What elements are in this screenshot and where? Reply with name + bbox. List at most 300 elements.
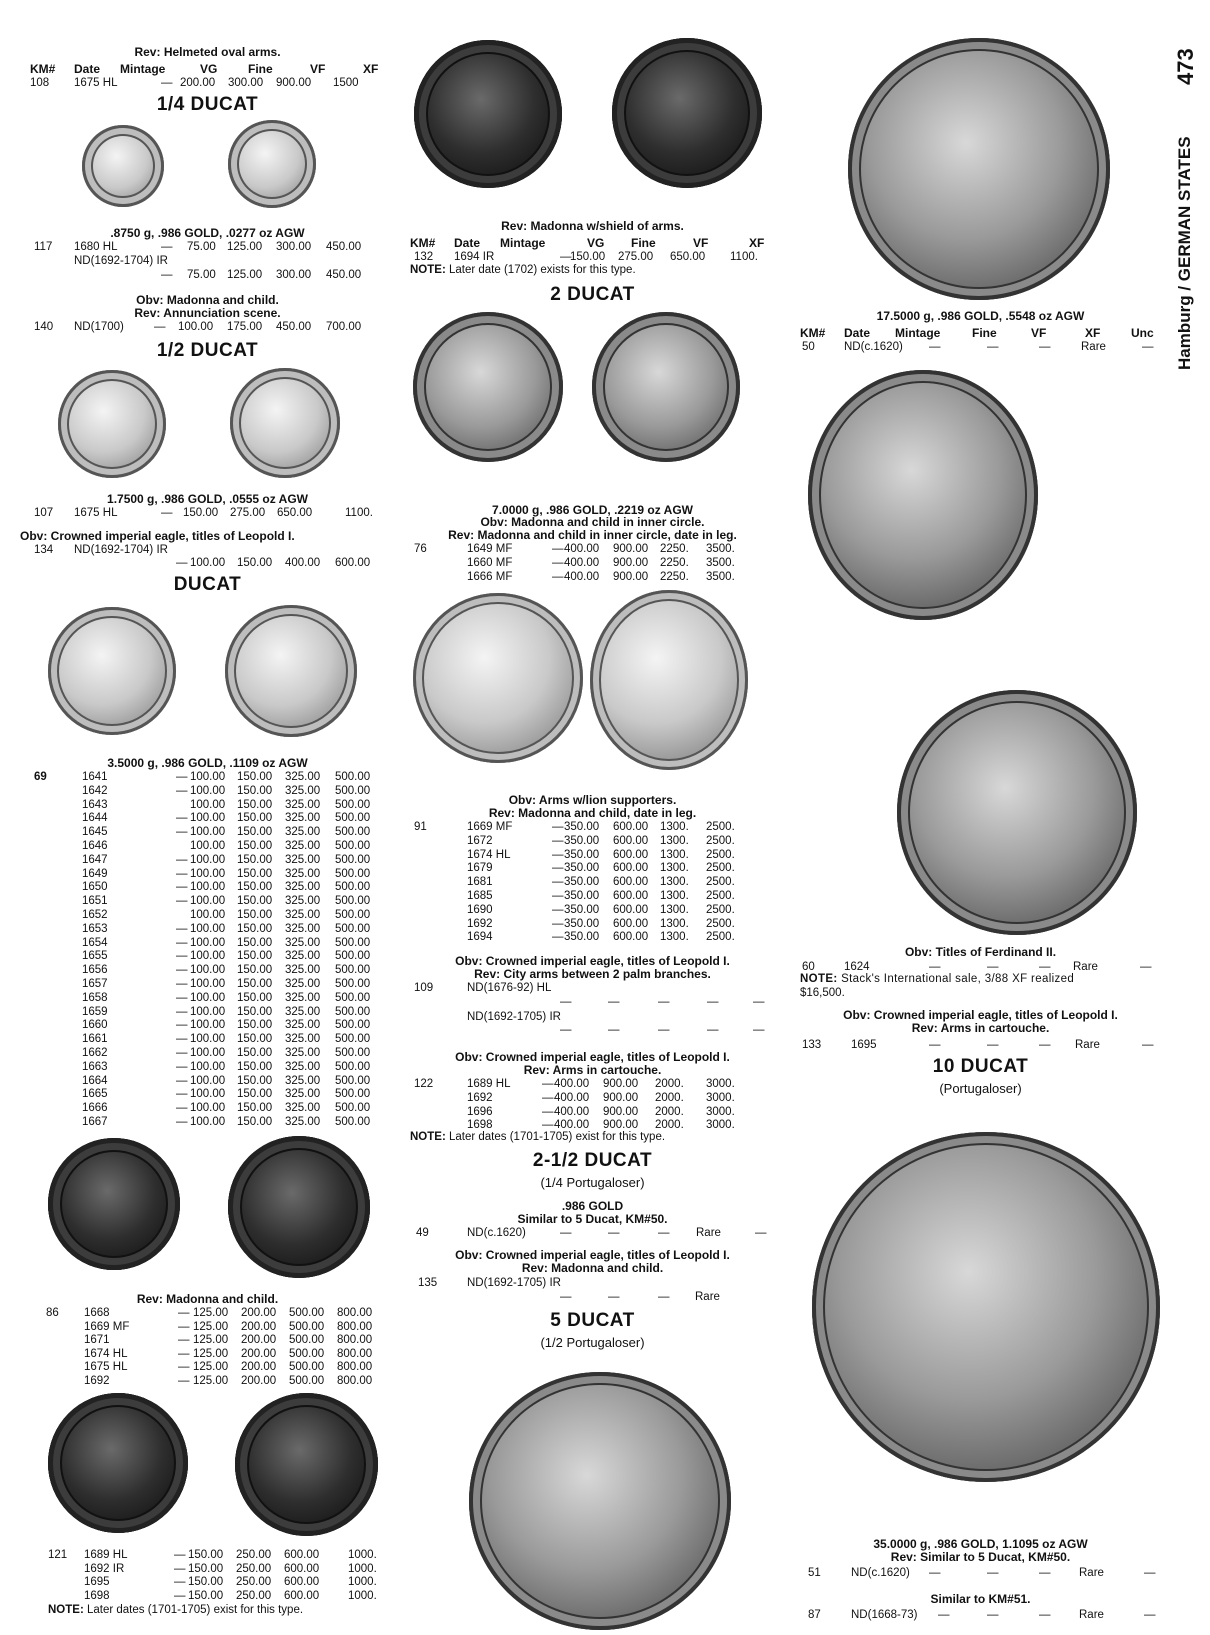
cell-mintage: — [178,1334,190,1347]
cell-vg: 400.00 [564,543,600,555]
cell-vf: 325.00 [285,771,321,783]
cell-date: 1689 HL [84,1549,128,1561]
coin-km117-reverse [228,120,316,208]
cell-xf: 2500. [706,876,735,889]
cell-mintage: — [178,1307,190,1319]
cell-date: 1649 [82,867,108,880]
cell-vg: 100.00 [190,1005,226,1018]
cell-date: 1674 HL [467,848,511,861]
cell-vf: 1300. [660,821,689,833]
cell-vf: 600.00 [284,1589,320,1602]
km49-row: 49 ND(c.1620) — — — Rare — [416,1227,767,1239]
coin-km86-reverse [228,1136,370,1278]
cell-vf: 500.00 [289,1361,325,1374]
cell-mintage: — [176,922,188,935]
table-row [30,949,390,963]
km109-row-1-values: — — — — — [560,996,765,1008]
cell-date: 1654 [82,936,108,949]
cell-date: 1666 MF [467,570,513,583]
cell-vg: 400.00 [554,1091,590,1104]
cell-date: 1692 [467,1091,493,1104]
cell-date: 1690 [467,903,493,916]
page-number: 473 [1173,48,1198,85]
cell-vf: 325.00 [285,1005,321,1018]
cell-xf: 500.00 [335,1033,371,1046]
coin-km69-obverse [48,607,176,735]
cell-date: 1698 [84,1589,110,1602]
km117-row-2: — 75.00 125.00 300.00 450.00 [161,269,362,281]
cell-fine: 150.00 [237,1088,273,1101]
cell-vg: 100.00 [190,1074,226,1087]
cell-vg: 125.00 [193,1375,229,1387]
cell-xf: 1000. [348,1549,377,1561]
cell-mintage: — [176,771,188,783]
table-row [30,1589,390,1603]
cell-mintage: — [174,1589,186,1602]
cell-vf: 1300. [660,848,689,861]
cell-vf: 325.00 [285,784,321,797]
cell-xf: 800.00 [337,1307,373,1319]
km122-number: 122 [414,1078,434,1090]
cell-date: 1666 [82,1102,108,1115]
km117-spec: .8750 g, .986 GOLD, .0277 oz AGW [110,226,305,240]
cell-vf: 2000. [655,1105,684,1118]
km107-row: 107 1675 HL — 150.00 275.00 650.00 1100. [34,507,373,519]
table-row [30,1060,390,1074]
cell-mintage: — [174,1576,186,1588]
cell-mintage: — [176,964,188,977]
table-row [30,1115,390,1129]
cell-vg: 100.00 [190,1019,226,1032]
cell-vg: 400.00 [564,570,600,583]
cell-fine: 150.00 [237,826,273,839]
cell-vf: 325.00 [285,1019,321,1032]
table-row [30,1562,390,1576]
cell-fine: 600.00 [613,903,649,916]
cell-mintage: — [552,543,564,555]
km51-row: 51 ND(c.1620) — — — Rare — [808,1567,1156,1579]
col3-column-headers: KM# Date Mintage Fine VF XF Unc [800,326,1154,340]
km135-obverse-desc: Obv: Crowned imperial eagle, titles of Leopold I. [455,1248,730,1262]
cell-date: 1647 [82,853,108,866]
cell-vg: 350.00 [564,834,600,847]
cell-date: 1685 [467,890,493,902]
cell-mintage: — [178,1320,190,1333]
coin-km91-reverse [590,590,748,770]
table-row [410,861,775,875]
coin-km121-obverse [48,1393,188,1533]
cell-mintage: — [178,1375,190,1387]
cell-xf: 1000. [348,1589,377,1602]
km69-number: 69 [34,771,47,783]
cell-vg: 100.00 [190,909,226,921]
cell-vf: 600.00 [284,1562,320,1575]
cell-date: 1661 [82,1033,108,1046]
km76-number: 76 [414,543,427,555]
cell-xf: 3000. [706,1105,735,1118]
cell-xf: 500.00 [335,1088,371,1101]
table-row [30,1575,390,1589]
km133-row: 133 1695 — — — Rare — [802,1039,1154,1051]
km122-obverse-desc: Obv: Crowned imperial eagle, titles of Leopold I. [455,1050,730,1064]
cell-vg: 400.00 [554,1078,590,1090]
cell-mintage: — [176,991,188,1004]
cell-mintage: — [174,1549,186,1561]
cell-vg: 350.00 [564,931,600,944]
cell-date: 1656 [82,964,108,977]
km49-similar: Similar to 5 Ducat, KM#50. [517,1212,668,1226]
cell-date: 1672 [467,834,493,847]
cell-vg: 100.00 [190,1047,226,1059]
km132-column-headers: KM# Date Mintage VG Fine VF XF [410,236,765,250]
cell-vf: 325.00 [285,881,321,894]
cell-xf: 500.00 [335,784,371,797]
cell-mintage: — [176,826,188,839]
cell-fine: 200.00 [241,1361,277,1374]
cell-vf: 1300. [660,917,689,930]
km140-reverse-desc: Rev: Annunciation scene. [134,306,281,320]
km132-reverse-desc: Rev: Madonna w/shield of arms. [501,219,684,233]
cell-xf: 2500. [706,917,735,930]
table-row [410,875,775,889]
km76-spec: 7.0000 g, .986 GOLD, .2219 oz AGW [492,503,693,517]
cell-vg: 400.00 [554,1105,590,1118]
cell-xf: 2500. [706,890,735,902]
cell-vg: 100.00 [190,895,226,908]
cell-vg: 100.00 [190,936,226,949]
cell-fine: 250.00 [236,1562,272,1575]
km51-spec: 35.0000 g, .986 GOLD, 1.1095 oz AGW [873,1537,1088,1551]
cell-vf: 325.00 [285,867,321,880]
cell-date: 1650 [82,881,108,894]
table-row [410,889,775,903]
cell-vg: 100.00 [190,867,226,880]
km69-spec: 3.5000 g, .986 GOLD, .1109 oz AGW [107,756,308,770]
cell-vf: 325.00 [285,991,321,1004]
cell-date: 1660 MF [467,556,513,569]
cell-fine: 150.00 [237,978,273,990]
km60-row: 60 1624 — — — Rare — [802,961,1152,973]
cell-fine: 600.00 [613,876,649,889]
cell-vg: 150.00 [188,1589,224,1602]
cell-vf: 325.00 [285,840,321,852]
cell-vf: 325.00 [285,936,321,949]
ten-ducat-subtitle: (Portugaloser) [939,1081,1022,1096]
cell-vg: 350.00 [564,821,600,833]
cell-xf: 800.00 [337,1375,373,1387]
cell-mintage: — [552,821,564,833]
cell-fine: 150.00 [237,881,273,894]
cell-mintage: — [176,881,188,894]
five-ducat-heading: 5 DUCAT [550,1310,635,1331]
cell-date: 1643 [82,798,108,811]
km117-row-1: 117 1680 HL — 75.00 125.00 300.00 450.00 [34,241,362,253]
cell-xf: 500.00 [335,950,371,963]
table-row [30,867,390,881]
cell-date: 1651 [82,895,108,908]
cell-fine: 200.00 [241,1334,277,1347]
cell-mintage: — [176,1116,188,1128]
cell-vf: 500.00 [289,1375,325,1387]
cell-fine: 200.00 [241,1347,277,1360]
cell-vf: 2000. [655,1119,684,1132]
cell-xf: 2500. [706,862,735,875]
cell-xf: 500.00 [335,1102,371,1115]
cell-date: 1644 [82,812,108,825]
table-row [30,825,390,839]
table-row [410,820,775,834]
cell-xf: 500.00 [335,853,371,866]
coin-km107-obverse [58,370,166,478]
cell-vf: 325.00 [285,1102,321,1115]
coin-km60 [808,370,1038,620]
cell-mintage: — [552,917,564,930]
cell-vf: 325.00 [285,1116,321,1128]
km60-obverse-desc: Obv: Titles of Ferdinand II. [904,945,1057,959]
cell-fine: 200.00 [241,1375,277,1387]
cell-mintage: — [552,890,564,902]
cell-fine: 150.00 [237,771,273,783]
table-row [30,1306,390,1320]
table-row [410,556,775,570]
cell-mintage: — [542,1078,554,1090]
cell-mintage: — [176,1033,188,1046]
cell-vg: 125.00 [193,1334,229,1347]
km76-reverse-desc: Rev: Madonna and child in inner circle, date in leg. [448,528,737,542]
cell-mintage: — [552,903,564,916]
cell-vf: 1300. [660,862,689,875]
cell-vg: 150.00 [188,1562,224,1575]
cell-vg: 100.00 [190,812,226,825]
cell-fine: 900.00 [603,1119,639,1132]
cell-vg: 125.00 [193,1361,229,1374]
km109-row-2: ND(1692-1705) IR [467,1011,561,1023]
cell-mintage: — [176,1088,188,1101]
cell-xf: 500.00 [335,1060,371,1073]
km135-reverse-desc: Rev: Madonna and child. [521,1261,664,1275]
cell-vg: 100.00 [190,991,226,1004]
cell-vf: 325.00 [285,950,321,963]
cell-vg: 100.00 [190,964,226,977]
km132-note: NOTE: Later date (1702) exists for this type. [410,264,636,276]
km140-obverse-desc: Obv: Madonna and child. [136,293,279,307]
coin-km76-reverse [592,312,740,462]
cell-date: 1671 [84,1334,110,1347]
cell-date: 1694 [467,931,493,944]
cell-vf: 2250. [660,556,689,569]
cell-date: 1642 [82,784,108,797]
cell-vg: 350.00 [564,890,600,902]
cell-xf: 500.00 [335,1005,371,1018]
cell-vg: 125.00 [193,1320,229,1333]
cell-mintage: — [176,1102,188,1115]
table-row [410,917,775,931]
cell-vf: 325.00 [285,853,321,866]
table-row [30,1101,390,1115]
km135-row-values: — — — Rare [560,1291,720,1303]
cell-date: 1692 IR [84,1562,125,1575]
cell-xf: 3500. [706,570,735,583]
cell-fine: 150.00 [237,840,273,852]
cell-mintage: — [552,876,564,889]
cell-date: 1659 [82,1005,108,1018]
cell-mintage: — [176,978,188,990]
ducat-heading: DUCAT [173,574,242,595]
cell-fine: 900.00 [603,1091,639,1104]
cell-mintage: — [176,950,188,963]
cell-xf: 3500. [706,556,735,569]
table-row [30,1018,390,1032]
km87-similar: Similar to KM#51. [930,1592,1031,1606]
cell-fine: 150.00 [237,1102,273,1115]
table-row [410,848,775,862]
cell-date: 1665 [82,1088,108,1101]
cell-date: 1689 HL [467,1078,511,1090]
cell-fine: 150.00 [237,964,273,977]
cell-xf: 500.00 [335,964,371,977]
cell-date: 1649 MF [467,543,513,555]
cell-mintage: — [552,931,564,944]
cell-date: 1669 MF [467,821,513,833]
km91-obverse-desc: Obv: Arms w/lion supporters. [508,793,677,807]
cell-mintage: — [552,848,564,861]
cell-vf: 500.00 [289,1320,325,1333]
cell-mintage: — [178,1361,190,1374]
coin-km132-obverse [414,40,562,188]
coin-km76-obverse [413,312,563,462]
cell-vg: 100.00 [190,1060,226,1073]
two-half-ducat-heading: 2-1/2 DUCAT [532,1150,653,1171]
cell-date: 1657 [82,978,108,990]
cell-fine: 900.00 [613,556,649,569]
cell-mintage: — [176,1005,188,1018]
table-row [30,1374,390,1388]
cell-vf: 325.00 [285,1033,321,1046]
cell-xf: 500.00 [335,922,371,935]
table-row [30,770,390,784]
km109-row-2-values: — — — — — [560,1024,765,1036]
cell-vg: 100.00 [190,978,226,990]
km91-reverse-desc: Rev: Madonna and child, date in leg. [488,806,697,820]
table-row [30,1360,390,1374]
cell-date: 1692 [84,1375,110,1387]
cell-fine: 150.00 [237,812,273,825]
cell-fine: 150.00 [237,867,273,880]
cell-date: 1669 MF [84,1320,130,1333]
cell-xf: 1000. [348,1576,377,1588]
cell-fine: 150.00 [237,798,273,811]
cell-vg: 100.00 [190,1116,226,1128]
table-row [410,930,775,944]
cell-fine: 250.00 [236,1549,272,1561]
cell-fine: 150.00 [237,909,273,921]
cell-date: 1641 [82,771,108,783]
cell-xf: 500.00 [335,991,371,1004]
table-row [30,908,390,922]
cell-mintage: — [552,834,564,847]
cell-xf: 2500. [706,931,735,944]
cell-date: 1645 [82,826,108,839]
cell-mintage: — [542,1119,554,1132]
table-row [30,1087,390,1101]
cell-vg: 100.00 [190,798,226,811]
cell-vg: 100.00 [190,826,226,839]
table-row [30,936,390,950]
cell-date: 1658 [82,991,108,1004]
cell-mintage: — [176,1074,188,1087]
cell-vf: 500.00 [289,1307,325,1319]
cell-vf: 325.00 [285,1060,321,1073]
cell-vf: 325.00 [285,1088,321,1101]
cell-xf: 500.00 [335,812,371,825]
km76-obverse-desc: Obv: Madonna and child in inner circle. [480,515,705,529]
cell-xf: 800.00 [337,1334,373,1347]
cell-xf: 2500. [706,834,735,847]
cell-vf: 600.00 [284,1549,320,1561]
cell-vf: 2000. [655,1078,684,1090]
cell-mintage: — [542,1091,554,1104]
cell-xf: 500.00 [335,798,371,811]
table-row [30,811,390,825]
cell-vg: 350.00 [564,848,600,861]
cell-mintage: — [176,936,188,949]
km134-row-2: — 100.00 150.00 400.00 600.00 [176,557,371,569]
cell-vg: 150.00 [188,1576,224,1588]
km109-obverse-desc: Obv: Crowned imperial eagle, titles of Leopold I. [455,954,730,968]
coin-km50-large [848,38,1110,300]
cell-fine: 150.00 [237,1074,273,1087]
cell-mintage: — [552,556,564,569]
cell-vg: 100.00 [190,950,226,963]
cell-xf: 500.00 [335,1047,371,1059]
cell-mintage: — [176,784,188,797]
table-row [30,1320,390,1334]
km109-row-1: 109 ND(1676-92) HL [414,982,552,994]
km108-reverse-desc: Rev: Helmeted oval arms. [134,45,281,59]
cell-mintage: — [176,812,188,825]
cell-vg: 350.00 [564,862,600,875]
cell-vf: 325.00 [285,895,321,908]
coin-km117-obverse [82,125,164,207]
cell-vf: 325.00 [285,909,321,921]
cell-mintage: — [178,1347,190,1360]
km121-note: NOTE: Later dates (1701-1705) exist for this type. [48,1604,304,1616]
cell-date: 1655 [82,950,108,963]
cell-vg: 400.00 [564,556,600,569]
km134-row-1: 134 ND(1692-1704) IR [34,544,168,556]
two-ducat-heading: 2 DUCAT [550,284,635,305]
cell-fine: 250.00 [236,1576,272,1588]
cell-vg: 100.00 [190,1102,226,1115]
cell-xf: 800.00 [337,1361,373,1374]
cell-fine: 600.00 [613,917,649,930]
cell-mintage: — [176,1047,188,1059]
table-row [30,839,390,853]
cell-vf: 2250. [660,543,689,555]
cell-fine: 150.00 [237,853,273,866]
coin-km51 [812,1132,1160,1482]
cell-date: 1646 [82,840,108,852]
cell-date: 1698 [467,1119,493,1132]
cell-vg: 100.00 [190,853,226,866]
cell-fine: 900.00 [603,1105,639,1118]
table-row [30,1032,390,1046]
cell-vf: 1300. [660,834,689,847]
km91-number: 91 [414,821,427,833]
two-half-ducat-subtitle: (1/4 Portugaloser) [540,1175,645,1190]
cell-xf: 500.00 [335,1019,371,1032]
cell-xf: 500.00 [335,867,371,880]
